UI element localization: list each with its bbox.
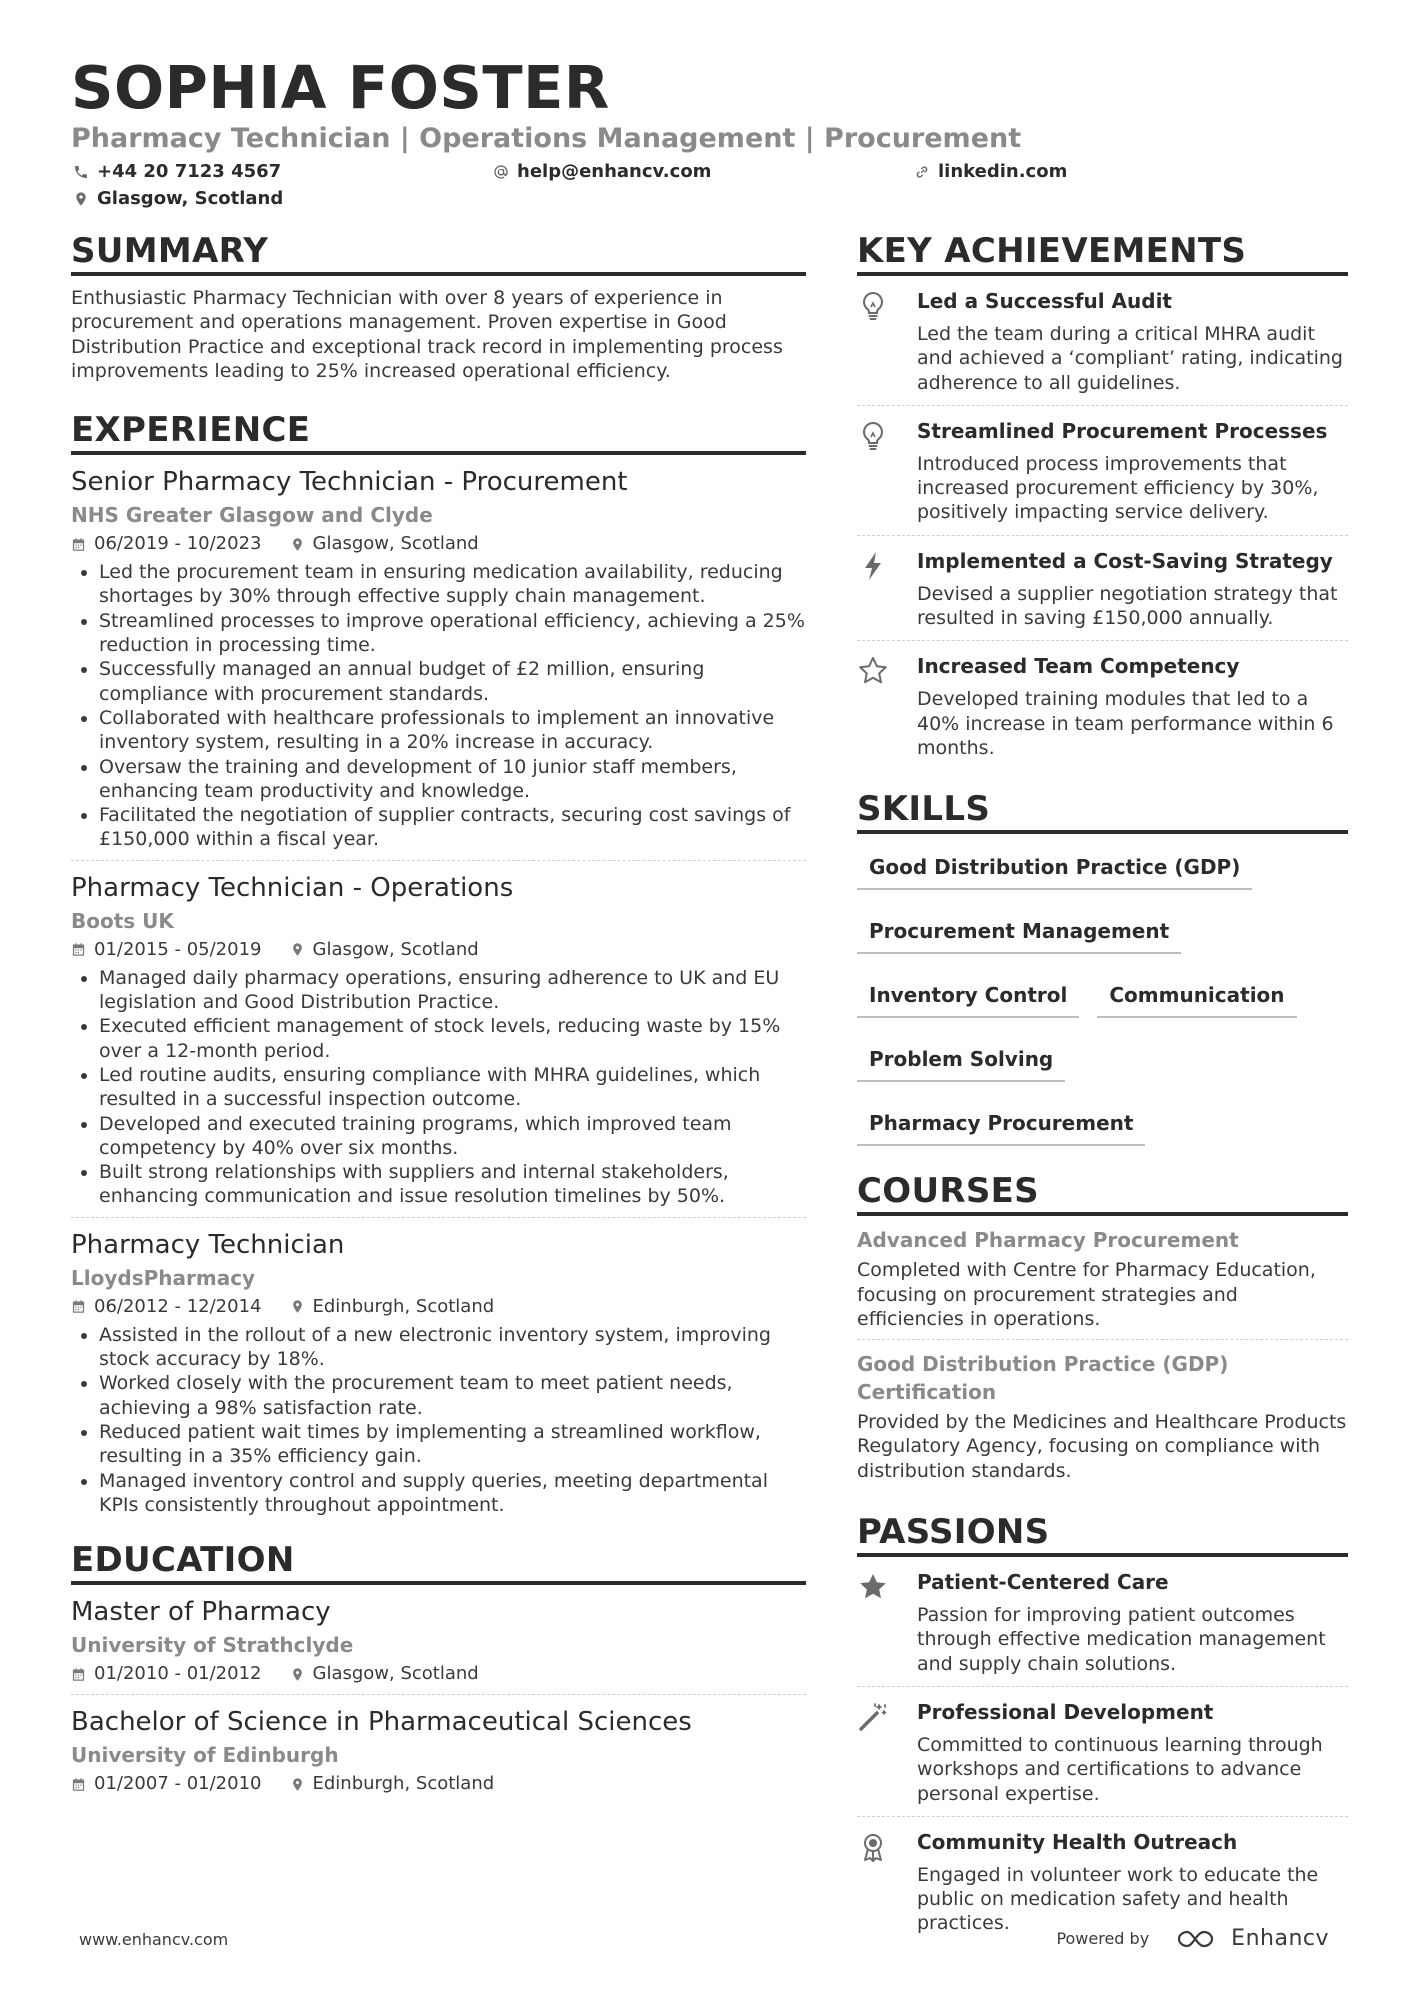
footer-site-link[interactable]: www.enhancv.com [79,1930,229,1949]
lightning-icon [857,550,889,582]
degree-title: Master of Pharmacy [71,1597,331,1628]
course-title: Advanced Pharmacy Procurement [857,1228,1239,1253]
job-bullets [71,966,806,1209]
degree-title: Bachelor of Science in Pharmaceutical Sciences [71,1707,692,1738]
school-name: University of Edinburgh [71,1743,339,1768]
summary-section [71,230,806,383]
phone-text: +44 20 7123 4567 [97,161,282,182]
course-title: Good Distribution Practice (GDP) Certification [857,1352,1229,1405]
star-filled-icon [857,1571,889,1603]
enhancv-infinity-icon [1175,1928,1221,1950]
job-title: Pharmacy Technician [71,1229,345,1260]
job-entry [71,871,806,1218]
achievement-title: Implemented a Cost-Saving Strategy [917,548,1333,573]
job-bullets [71,560,806,852]
achievement-item [857,406,1348,536]
job-dates: 06/2012 - 12/2014 [94,1295,262,1317]
company-name: Boots UK [71,908,174,933]
education-entry [71,1705,806,1804]
summary-text: Enthusiastic Pharmacy Technician with over 8 years of experience in procurement and operations management. Proven expertise in Good Distribution Practice and exceptional track record in implementing process improvements leading to 25% increased operational efficiency. [71,287,783,382]
right-column [857,230,1348,1946]
school-name: University of Strathclyde [71,1633,354,1658]
course-item [857,1226,1348,1340]
phone-icon [73,164,89,180]
education-dates: 01/2010 - 01/2012 [94,1663,262,1685]
job-bullet: • Managed daily pharmacy operations, ensuring adherence to UK and EU legislation and Good Distribution Practice. [99,966,806,1015]
job-bullet: • Led the procurement team in ensuring medication availability, reducing shortages by 30% through effective supply chain management. [99,560,806,609]
email-text: help@enhancv.com [517,161,712,182]
course-item [857,1350,1348,1491]
job-bullet: • Oversaw the training and development of 10 junior staff members, enhancing team productivity and knowledge. [99,755,806,804]
contact-info [71,160,1351,216]
location-pin-icon [290,1667,305,1682]
enhancv-logo[interactable] [1175,1926,1329,1951]
achievement-item [857,536,1348,642]
achievement-item [857,641,1348,770]
location-pin-icon [290,1299,305,1314]
passion-desc: Passion for improving patient outcomes through effective medication management and supply chain solutions. [917,1604,1326,1675]
skill-tag: Procurement Management [857,912,1181,954]
star-outline-icon [857,655,889,687]
job-bullet: • Assisted in the rollout of a new electronic inventory system, improving stock accuracy by 18%. [99,1323,806,1372]
powered-by-label: Powered by [1056,1929,1150,1948]
resume-header [71,52,1351,216]
calendar-icon [71,1667,86,1682]
lightbulb-icon [857,290,889,322]
contact-linkedin[interactable] [914,160,1067,184]
education-dates: 01/2007 - 01/2010 [94,1773,262,1795]
education-meta [71,1772,806,1796]
passion-desc: Engaged in volunteer work to educate the public on medication safety and health practices. [917,1863,1319,1935]
lightbulb-icon [857,420,889,452]
contact-email[interactable] [493,160,711,184]
achievements-title: KEY ACHIEVEMENTS [857,230,1348,276]
passion-title: Professional Development [917,1699,1214,1724]
job-bullet: • Collaborated with healthcare professionals to implement an innovative inventory system, resulting in a 20% increase in accuracy. [99,706,806,755]
powered-by [1056,1926,1329,1951]
job-bullet: • Reduced patient wait times by implementing a streamlined workflow, resulting in a 35% efficiency gain. [99,1420,806,1469]
courses-title: COURSES [857,1170,1348,1216]
skill-tag: Communication [1097,976,1296,1018]
job-entry [71,465,806,861]
job-location: Glasgow, Scotland [312,938,479,960]
contact-location [73,187,283,211]
location-pin-icon [290,1777,305,1792]
achievement-desc: Introduced process improvements that increased procurement efficiency by 30%, positively impacting service delivery. [917,452,1319,524]
job-title: Senior Pharmacy Technician - Procurement [71,467,628,498]
education-section [71,1539,806,1804]
passion-title: Patient-Centered Care [917,1570,1169,1595]
skill-tag: Inventory Control [857,976,1079,1018]
calendar-icon [71,1777,86,1792]
passion-item [857,1687,1348,1817]
job-bullet: • Successfully managed an annual budget of £2 million, ensuring compliance with procurement standards. [99,657,806,706]
achievement-title: Led a Successful Audit [917,289,1172,313]
skills-list [857,844,1348,1168]
candidate-name: SOPHIA FOSTER [71,53,610,122]
skills-title: SKILLS [857,788,1348,834]
job-entry [71,1228,806,1525]
job-dates: 06/2019 - 10/2023 [94,533,262,555]
job-bullet: • Worked closely with the procurement team to meet patient needs, achieving a 98% satisfaction rate. [99,1371,806,1420]
experience-title: EXPERIENCE [71,409,806,455]
achievement-desc: Developed training modules that led to a 40% increase in team performance within 6 months. [917,688,1334,759]
achievements-section [857,230,1348,770]
location-text: Glasgow, Scotland [97,188,284,209]
job-bullet: • Managed inventory control and supply queries, meeting departmental KPIs consistently throughout appointment. [99,1469,806,1518]
magic-wand-icon [857,1701,889,1733]
job-meta [71,938,806,962]
education-entry [71,1595,806,1695]
skill-tag: Pharmacy Procurement [857,1104,1145,1146]
courses-section [857,1170,1348,1491]
location-pin-icon [73,191,89,207]
course-desc: Completed with Centre for Pharmacy Education, focusing on procurement strategies and efficiencies in operations. [857,1259,1316,1330]
contact-phone[interactable] [73,160,281,184]
achievement-desc: Led the team during a critical MHRA audit and achieved a ‘compliant’ rating, indicating adherence to all guidelines. [917,323,1343,394]
at-icon [493,164,509,180]
job-bullets [71,1323,806,1517]
achievement-title: Streamlined Procurement Processes [917,418,1328,443]
job-bullet: • Facilitated the negotiation of supplier contracts, securing cost savings of £150,000 within a fiscal year. [99,803,806,852]
job-bullet: • Streamlined processes to improve operational efficiency, achieving a 25% reduction in processing time. [99,609,806,658]
education-location: Glasgow, Scotland [312,1663,479,1685]
job-title: Pharmacy Technician - Operations [71,872,514,903]
job-bullet: • Executed efficient management of stock levels, reducing waste by 15% over a 12-month period. [99,1014,806,1063]
achievement-item [857,276,1348,406]
job-meta [71,532,806,556]
award-icon [857,1831,889,1863]
linkedin-text: linkedin.com [938,161,1068,182]
experience-section [71,409,806,1525]
company-name: LloydsPharmacy [71,1265,256,1290]
achievement-title: Increased Team Competency [917,654,1240,679]
course-desc: Provided by the Medicines and Healthcare Products Regulatory Agency, focusing on compliance with distribution standards. [857,1411,1347,1482]
skills-section [857,788,1348,1168]
passions-section [857,1511,1348,1946]
left-column [71,230,806,1814]
passion-title: Community Health Outreach [917,1829,1238,1854]
job-bullet: • Led routine audits, ensuring compliance with MHRA guidelines, which resulted in a successful inspection outcome. [99,1063,806,1112]
brand-name: Enhancv [1231,1926,1329,1951]
passion-item [857,1557,1348,1687]
summary-title: SUMMARY [71,230,806,276]
passion-desc: Committed to continuous learning through workshops and certifications to advance personal expertise. [917,1733,1323,1805]
company-name: NHS Greater Glasgow and Clyde [71,503,433,528]
achievement-desc: Devised a supplier negotiation strategy that resulted in saving £150,000 annually. [917,582,1338,630]
skill-tag: Problem Solving [857,1040,1065,1082]
job-bullet: • Built strong relationships with suppliers and internal stakeholders, enhancing communication and issue resolution timelines by 50%. [99,1160,806,1209]
education-location: Edinburgh, Scotland [312,1773,495,1795]
education-title: EDUCATION [71,1539,806,1585]
education-meta [71,1662,806,1686]
calendar-icon [71,942,86,957]
job-bullet: • Developed and executed training programs, which improved team competency by 40% over six months. [99,1112,806,1161]
headline: Pharmacy Technician | Operations Management | Procurement [71,123,1022,154]
job-dates: 01/2015 - 05/2019 [94,938,262,960]
passions-title: PASSIONS [857,1511,1348,1557]
skill-tag: Good Distribution Practice (GDP) [857,848,1252,890]
job-meta [71,1295,806,1319]
job-location: Edinburgh, Scotland [312,1295,495,1317]
location-pin-icon [290,537,305,552]
calendar-icon [71,537,86,552]
job-location: Glasgow, Scotland [312,533,479,555]
location-pin-icon [290,942,305,957]
calendar-icon [71,1299,86,1314]
link-icon [914,164,930,180]
